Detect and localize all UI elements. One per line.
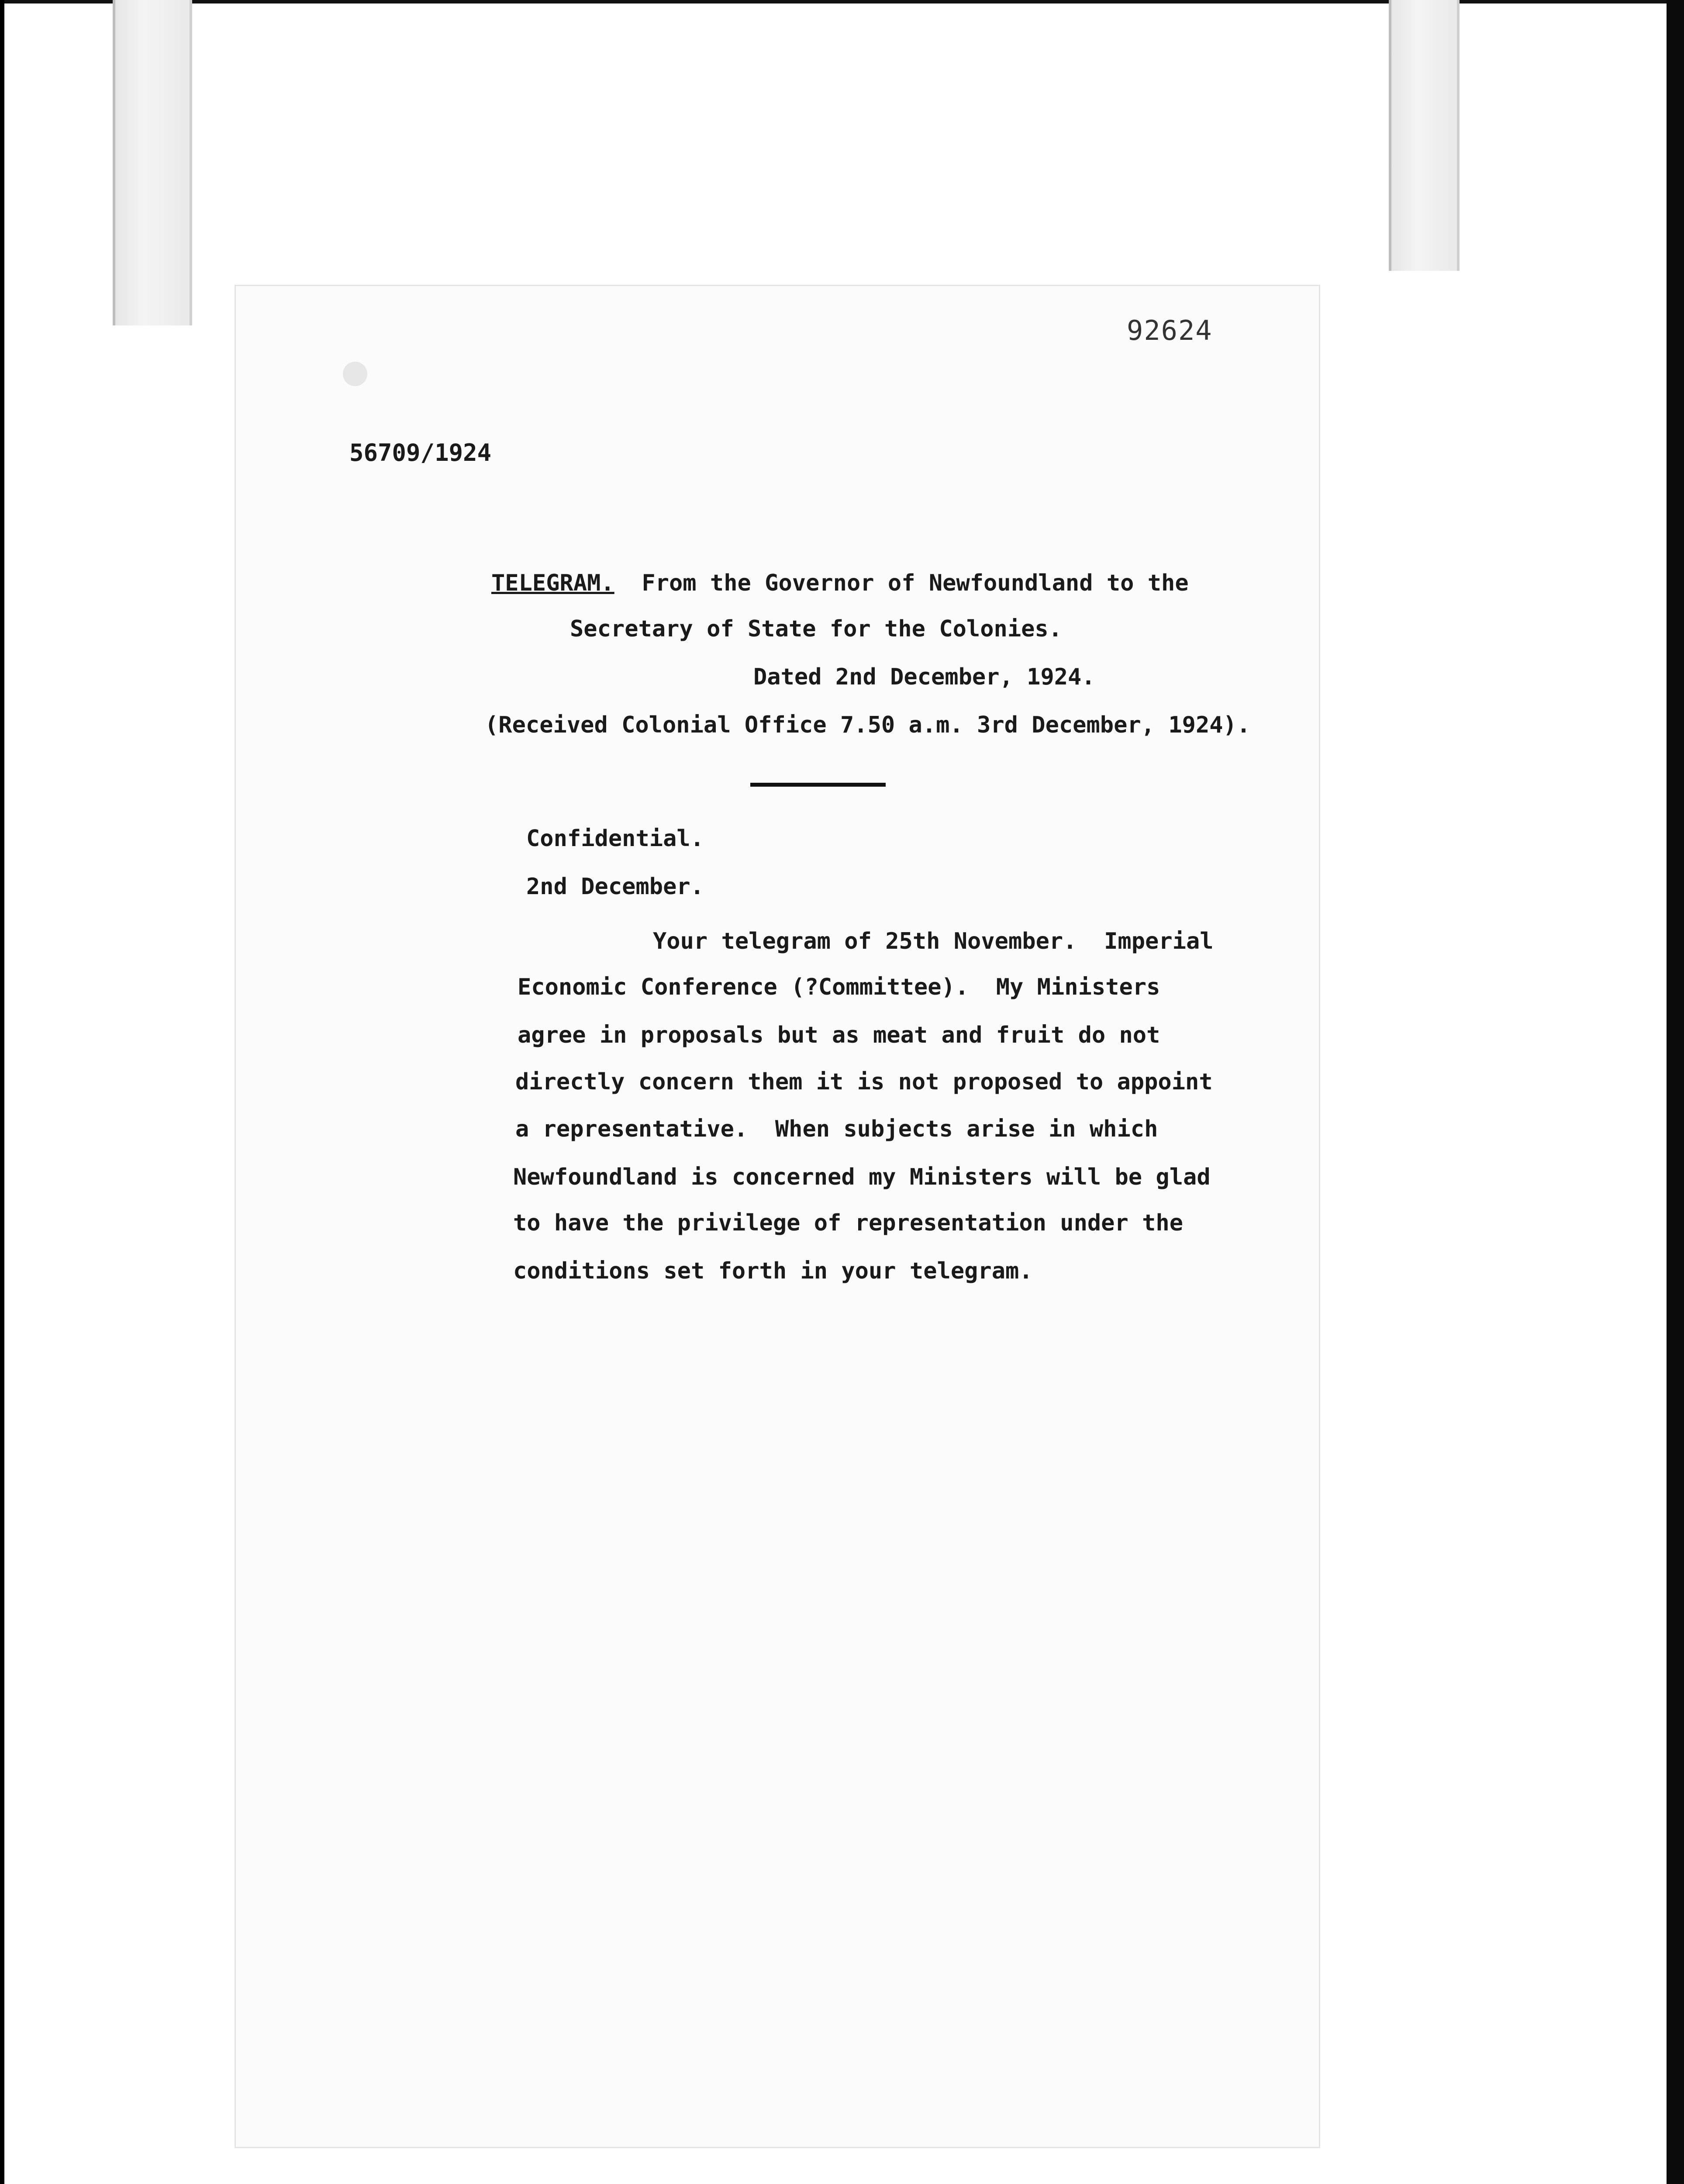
- body-line-2: Economic Conference (?Committee). My Ministers: [518, 974, 1160, 1000]
- tape-strip-top-right: [1389, 0, 1460, 271]
- film-border-right: [1667, 0, 1684, 2184]
- body-line-7: to have the privilege of representation under the: [513, 1210, 1184, 1236]
- body-line-3: agree in proposals but as meat and fruit do not: [518, 1022, 1160, 1048]
- heading-line-1: [491, 570, 1189, 596]
- heading-dated: Dated 2nd December, 1924.: [753, 664, 1095, 690]
- body-line-4: directly concern them it is not proposed to appoint: [515, 1069, 1213, 1095]
- heading-received: (Received Colonial Office 7.50 a.m. 3rd December, 1924).: [485, 712, 1251, 738]
- body-line-6: Newfoundland is concerned my Ministers will be glad: [513, 1164, 1211, 1190]
- film-border-left: [0, 0, 4, 2184]
- heading-divider: [750, 783, 886, 787]
- body-line-5: a representative. When subjects arise in which: [515, 1116, 1158, 1142]
- punch-hole-mark: [343, 362, 367, 386]
- body-line-8: conditions set forth in your telegram.: [513, 1258, 1033, 1284]
- heading-from: From the Governor of Newfoundland to the: [642, 570, 1189, 596]
- tape-strip-top-left: [113, 0, 192, 325]
- reference-number: 92624: [1127, 314, 1213, 346]
- file-number: 56709/1924: [349, 439, 492, 467]
- classification: Confidential.: [526, 826, 704, 852]
- date-line: 2nd December.: [526, 874, 704, 900]
- body-line-1: Your telegram of 25th November. Imperial: [653, 928, 1214, 954]
- heading-line-2: Secretary of State for the Colonies.: [570, 616, 1063, 642]
- telegram-label: TELEGRAM.: [491, 570, 614, 596]
